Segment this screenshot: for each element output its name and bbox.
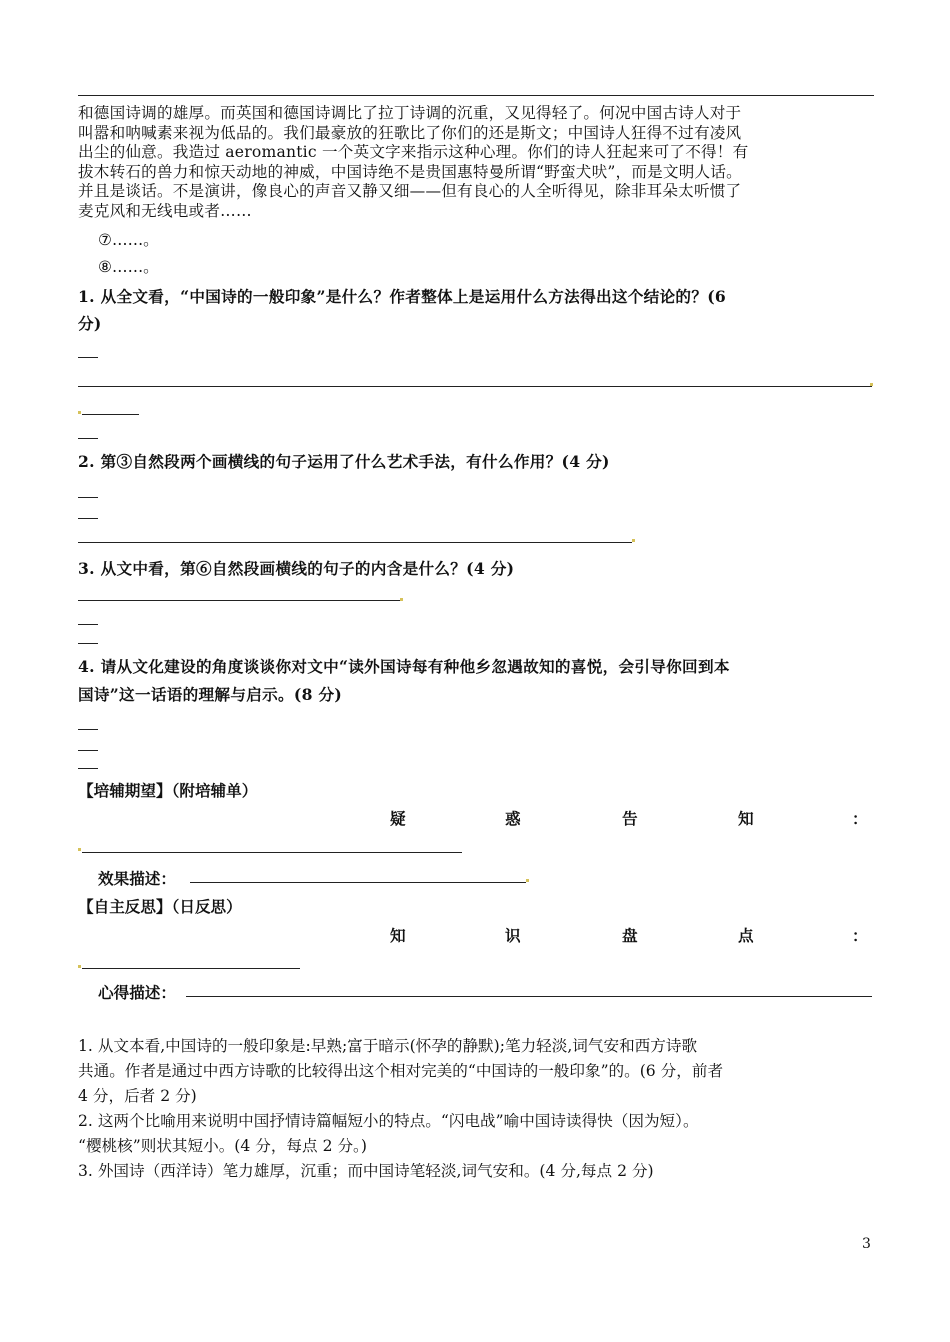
edit-mark (632, 539, 635, 542)
reflection-char: 识 (505, 926, 521, 945)
page-number: 3 (862, 1236, 871, 1252)
question-2: 2. 第③自然段两个画横线的句子运用了什么艺术手法，有什么作用？(4 分) (78, 452, 610, 471)
answer-blank-dash[interactable] (78, 750, 98, 751)
passage-line: 并且是谈话。不是演讲，像良心的声音又静又细——但有良心的人全听得见，除非耳朵太听惯了 (78, 182, 742, 201)
reflection-char: ： (852, 926, 868, 945)
answer-line: 共通。作者是通过中西方诗歌的比较得出这个相对完美的“中国诗的一般印象”的。(6 分，前者 (78, 1062, 724, 1080)
answer-line: 3. 外国诗（西洋诗）笔力雄厚，沉重；而中国诗笔轻淡,词气安和。(4 分,每点 2 分) (78, 1162, 654, 1180)
edit-mark (526, 879, 529, 882)
passage-line: 拔木转石的兽力和惊天动地的神威，中国诗绝不是贵国惠特曼所谓“野蛮犬吠”，而是文明人话。 (78, 162, 742, 181)
passage-line: 出尘的仙意。我造过 aeromantic 一个英文字来指示这种心理。你们的诗人狂起来可了不得！有 (78, 143, 749, 162)
effect-label: 效果描述： (98, 869, 176, 888)
answer-blank-dash[interactable] (78, 643, 98, 644)
question-3: 3. 从文中看，第⑥自然段画横线的句子的内含是什么？(4 分) (78, 559, 515, 578)
edit-mark (78, 965, 81, 968)
top-rule (78, 95, 874, 96)
answer-key (78, 1034, 878, 1184)
edit-mark (78, 411, 81, 414)
passage-line: 和德国诗调的雄厚。而英国和德国诗调比了拉丁诗调的沉重，又见得轻了。何况中国古诗人对于 (78, 104, 742, 122)
answer-blank-line[interactable] (82, 852, 462, 853)
tutoring-char: ： (852, 809, 868, 828)
passage-line: 麦克风和无线电或者…… (78, 201, 252, 220)
answer-blank-line[interactable] (82, 414, 139, 415)
answer-line: 2. 这两个比喻用来说明中国抒情诗篇幅短小的特点。“闪电战”喻中国诗读得快（因为短）。 (78, 1112, 699, 1130)
answer-blank-line[interactable] (78, 600, 400, 601)
question-1-line-1: 1. 从全文看，“中国诗的一般印象”是什么？作者整体上是运用什么方法得出这个结论的？(6 (78, 287, 727, 306)
reflection-char: 盘 (622, 926, 638, 945)
tutoring-header: 【培辅期望】（附培辅单） (78, 781, 258, 800)
insight-label: 心得描述： (98, 983, 176, 1002)
answer-blank-dash[interactable] (78, 497, 98, 498)
edit-mark (870, 383, 873, 386)
tutoring-char: 知 (738, 809, 754, 828)
edit-mark (400, 598, 403, 601)
answer-blank-line[interactable] (82, 968, 300, 969)
question-1-line-2: 分) (78, 314, 102, 333)
answer-blank-dash[interactable] (78, 438, 98, 439)
item-8: ⑧……。 (98, 258, 159, 276)
item-7: ⑦……。 (98, 231, 159, 249)
tutoring-char: 疑 (390, 809, 406, 828)
answer-line: “樱桃核”则状其短小。(4 分，每点 2 分。) (78, 1137, 367, 1155)
question-4-line-1: 4. 请从文化建设的角度谈谈你对文中“读外国诗每有种他乡忽遇故知的喜悦，会引导你回到本 (78, 657, 730, 676)
tutoring-char: 惑 (505, 809, 521, 828)
insight-input-line[interactable] (186, 996, 872, 997)
answer-blank-dash[interactable] (78, 357, 98, 358)
passage-text (78, 104, 878, 222)
answer-line: 4 分，后者 2 分) (78, 1087, 197, 1105)
question-4-line-2: 国诗”这一话语的理解与启示。(8 分) (78, 685, 343, 704)
answer-blank-dash[interactable] (78, 729, 98, 730)
reflection-header: 【自主反思】（日反思） (78, 897, 242, 916)
tutoring-char: 告 (622, 809, 638, 828)
edit-mark (78, 848, 81, 851)
answer-blank-dash[interactable] (78, 518, 98, 519)
answer-blank-dash[interactable] (78, 768, 98, 769)
reflection-char: 点 (738, 926, 754, 945)
answer-line: 1. 从文本看,中国诗的一般印象是:早熟;富于暗示(怀孕的静默);笔力轻淡,词气安和西方诗歌 (78, 1037, 698, 1055)
passage-line: 叫嚣和呐喊素来视为低品的。我们最豪放的狂歌比了你们的还是斯文；中国诗人狂得不过有凌风 (78, 123, 742, 142)
effect-input-line[interactable] (190, 882, 526, 883)
answer-blank-dash[interactable] (78, 624, 98, 625)
answer-blank-line[interactable] (78, 386, 872, 387)
reflection-char: 知 (390, 926, 406, 945)
answer-blank-line[interactable] (78, 542, 632, 543)
